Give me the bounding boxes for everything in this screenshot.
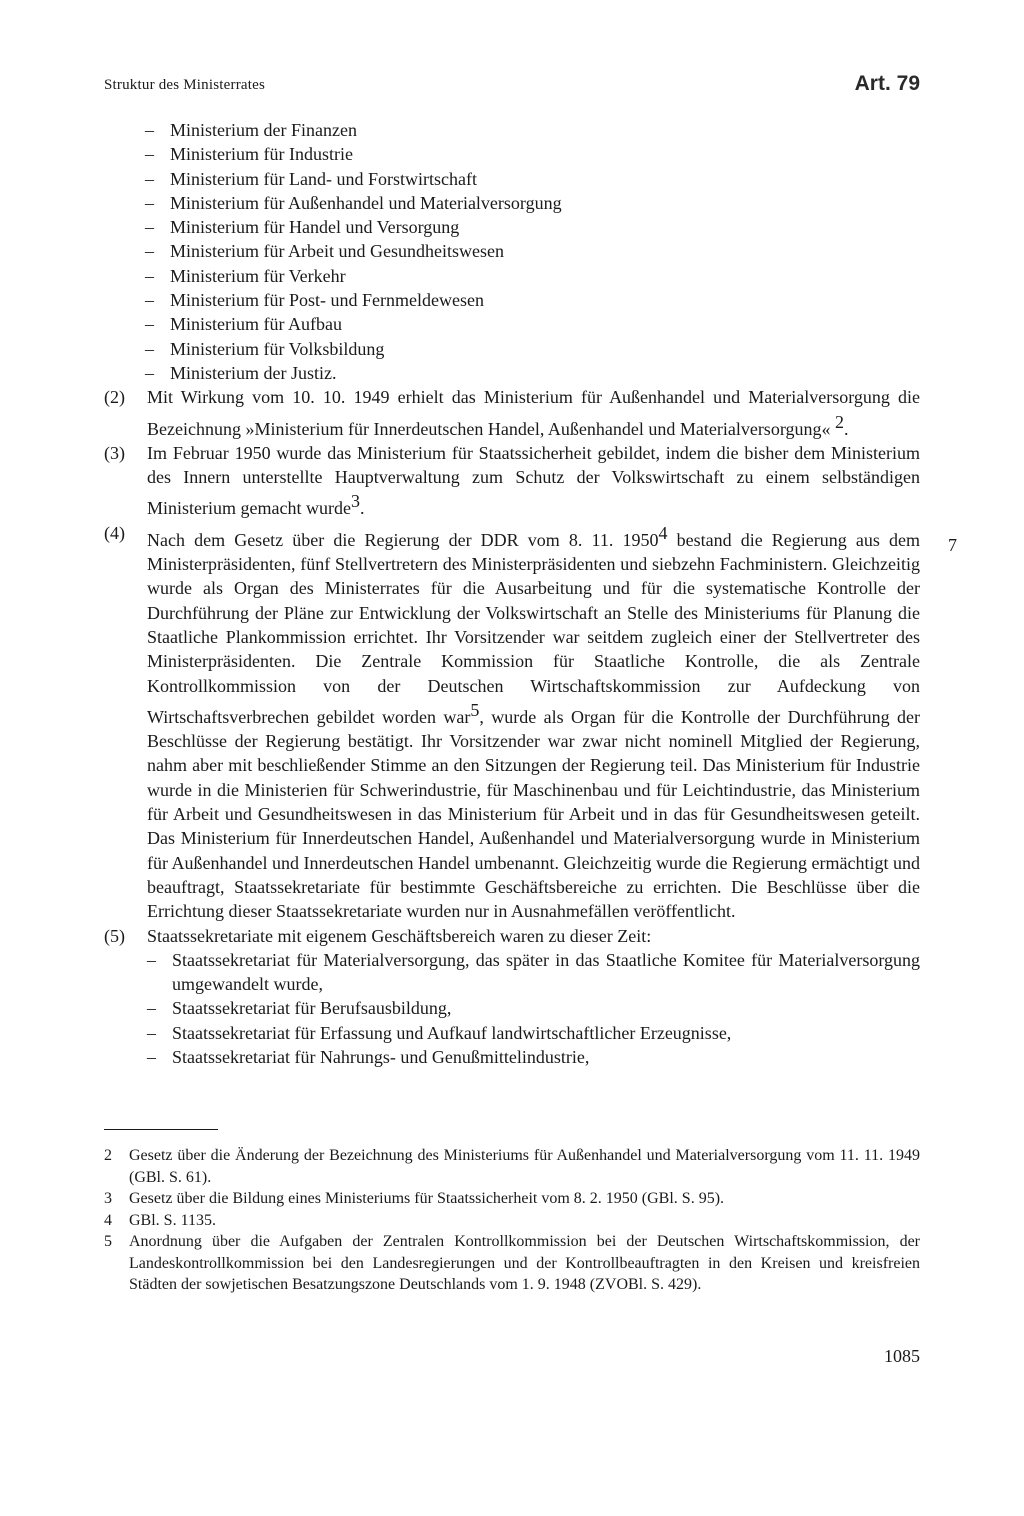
footnote xyxy=(104,1145,920,1188)
paragraph-text-run: Nach dem Gesetz über die Regierung der DDR vom 8. 11. 1950 xyxy=(147,529,659,550)
list-dash: – xyxy=(145,241,154,262)
list-dash: – xyxy=(145,362,154,383)
list-item-text: Ministerium für Handel und Versorgung xyxy=(170,217,460,238)
list-item xyxy=(147,1021,920,1045)
list-item-text: Staatssekretariat für Erfassung und Aufkauf landwirtschaftlicher Erzeugnisse, xyxy=(172,1022,732,1043)
list-item-text: Ministerium für Post- und Fernmeldewesen xyxy=(170,290,484,311)
paragraph-number: (2) xyxy=(104,387,125,408)
list-dash: – xyxy=(147,1046,156,1067)
paragraph-4 xyxy=(104,521,920,924)
footnote-number: 4 xyxy=(104,1211,112,1229)
footnote-text: Gesetz über die Änderung der Bezeichnung des Ministeriums für Außenhandel und Materialversorgung vom 11. 11. 1949 (GBl. S. 61). xyxy=(129,1147,920,1186)
margin-number: 7 xyxy=(948,535,957,555)
list-item xyxy=(145,167,920,191)
list-item xyxy=(145,264,920,288)
paragraph-2 xyxy=(104,385,920,441)
list-item xyxy=(145,215,920,239)
list-dash: – xyxy=(145,144,154,165)
paragraph-body xyxy=(147,385,920,441)
paragraph-text xyxy=(147,441,920,521)
article-label: Art. 79 xyxy=(854,72,920,95)
secretariat-list xyxy=(147,948,920,1069)
paragraph-text-run: , wurde als Organ für die Kontrolle der Durchführung der Beschlüsse der Regierung bestätigt. Ihr Vorsitzender war zwar nicht nominell Mitglied der Regierung, nahm aber mit beschließender Stimme an den Sitzungen der Regierung teil. Das Ministerium für Industrie wurde in die Ministerien für Schwerindustrie, für Maschinenbau und für Leichtindustrie, das Ministerium für Arbeit und Gesundheitswesen in das Ministerium für Arbeit und in das für Gesundheitswesen geteilt. Das Ministerium für Innerdeutschen Handel, Außenhandel und Materialversorgung wurde in Ministerium für Außenhandel und Innerdeutschen Handel umbenannt. Gleichzeitig wurde die Regierung ermächtigt und beauftragt, Staatssekretariate für bestimmte Geschäftsbereiche zu errichten. Die Beschlüsse über die Errichtung dieser Staatssekretariate wurden nur in Ausnahmefällen veröffentlicht. xyxy=(147,706,920,922)
footnote-ref[interactable]: 4 xyxy=(658,522,668,543)
list-item xyxy=(145,118,920,142)
footnote-number: 2 xyxy=(104,1147,112,1164)
paragraph-3 xyxy=(104,441,920,521)
footnote-text: GBl. S. 1135. xyxy=(129,1211,216,1229)
paragraph-text-run: bestand die Regierung aus dem Ministerpräsidenten, fünf Stellvertretern des Ministerpräsidenten und siebzehn Fachministern. Gleichzeitig wurde als Organ des Ministerrates für die Ausarbeitung und für die systematische Kontrolle der Durchführung der Pläne zur Entwicklung der Volkswirtschaft an Stelle des Ministeriums für Planung die Staatliche Plankommission errichtet. Ihr Vorsitzender war seitdem zugleich einer der Stellvertreter des Ministerpräsidenten. Die Zentrale Kommission für Staatliche Kontrolle, die als Zentrale Kontrollkommission von der Deutschen Wirtschaftskommission zur Aufdeckung von Wirtschaftsverbrechen gebildet worden war xyxy=(147,529,920,727)
list-item-text: Ministerium für Industrie xyxy=(170,144,353,165)
list-item-text: Ministerium der Finanzen xyxy=(170,120,357,140)
paragraph-text xyxy=(147,385,920,441)
list-dash: – xyxy=(145,265,154,286)
footnote-ref[interactable]: 3 xyxy=(350,491,360,512)
list-item-text: Ministerium für Volksbildung xyxy=(170,338,385,359)
paragraph-text-end: . xyxy=(843,418,849,439)
paragraph-number: (3) xyxy=(104,442,125,463)
footnote-text: Gesetz über die Bildung eines Ministeriums für Staatssicherheit vom 8. 2. 1950 (GBl. S. 95). xyxy=(129,1190,725,1207)
footnote-divider xyxy=(104,1129,218,1130)
paragraph-number: (4) xyxy=(104,522,125,543)
list-item-text: Ministerium für Verkehr xyxy=(170,265,346,286)
list-dash: – xyxy=(145,290,154,311)
list-dash: – xyxy=(145,314,154,335)
running-head: Struktur des Ministerrates xyxy=(104,77,266,93)
list-item-text: Staatssekretariat für Berufsausbildung, xyxy=(172,998,452,1019)
list-dash: – xyxy=(145,168,154,189)
paragraph-text xyxy=(147,521,920,924)
list-item-text: Ministerium für Arbeit und Gesundheitswesen xyxy=(170,241,504,262)
footnote-number: 3 xyxy=(104,1190,112,1207)
list-item xyxy=(145,312,920,336)
footnote-text: Anordnung über die Aufgaben der Zentralen Kontrollkommission bei der Deutschen Wirtschaftskommission, der Landeskontrollkommission bei den Landesregierungen und der Kontrollbeauftragten in den Kreisen und kreisfreien Städten der sowjetischen Besatzungszone Deutschlands vom 1. 9. 1948 (ZVOBl. S. 429). xyxy=(129,1233,920,1293)
list-item xyxy=(145,142,920,166)
list-item xyxy=(145,361,920,385)
list-item xyxy=(147,948,920,997)
footnote xyxy=(104,1231,920,1296)
list-item-text: Ministerium für Land- und Forstwirtschaft xyxy=(170,168,477,189)
list-dash: – xyxy=(145,120,154,140)
list-item xyxy=(147,1045,920,1069)
paragraph-5 xyxy=(104,924,920,1070)
list-item xyxy=(147,996,920,1020)
document-body xyxy=(104,118,920,1069)
footnote xyxy=(104,1188,920,1210)
footnote xyxy=(104,1210,920,1232)
ministry-list xyxy=(104,118,920,385)
paragraph-text-end: . xyxy=(359,498,365,519)
paragraph-body xyxy=(147,924,920,1070)
list-item xyxy=(145,191,920,215)
list-item xyxy=(145,337,920,361)
paragraph-text-run: Im Februar 1950 wurde das Ministerium für Staatssicherheit gebildet, indem die bisher dem Ministerium des Innern unterstellte Hauptverwaltung zum Schutz der Volkswirtschaft zu einem selbständigen Ministerium gemacht wurde xyxy=(147,442,920,519)
list-item-text: Staatssekretariat für Nahrungs- und Genußmittelindustrie, xyxy=(172,1046,590,1067)
paragraph-body xyxy=(147,441,920,521)
list-item-text: Ministerium für Aufbau xyxy=(170,314,342,335)
list-item-text: Ministerium für Außenhandel und Materialversorgung xyxy=(170,192,562,213)
footnote-number: 5 xyxy=(104,1233,112,1250)
list-dash: – xyxy=(145,338,154,359)
paragraph-text-run: Mit Wirkung vom 10. 10. 1949 erhielt das Ministerium für Außenhandel und Materialversorgung die Bezeichnung »Ministerium für Innerdeutschen Handel, Außenhandel und Materialversorgung« xyxy=(147,387,920,439)
footnote-ref[interactable]: 2 xyxy=(834,411,844,432)
list-item-text: Staatssekretariat für Materialversorgung, das später in das Staatliche Komitee für Materialversorgung umgewandelt wurde, xyxy=(172,949,920,995)
list-dash: – xyxy=(147,1022,156,1043)
list-item xyxy=(145,239,920,263)
footnote-ref[interactable]: 5 xyxy=(470,699,480,720)
paragraph-text: Staatssekretariate mit eigenem Geschäftsbereich waren zu dieser Zeit: xyxy=(147,925,652,946)
list-dash: – xyxy=(147,949,156,970)
list-dash: – xyxy=(147,998,156,1019)
list-item xyxy=(145,288,920,312)
page-number: 1085 xyxy=(884,1346,920,1366)
paragraph-body xyxy=(147,521,920,924)
paragraph-number: (5) xyxy=(104,925,125,946)
list-dash: – xyxy=(145,217,154,238)
list-item-text: Ministerium der Justiz. xyxy=(170,362,337,383)
footnotes xyxy=(104,1145,920,1296)
list-dash: – xyxy=(145,192,154,213)
